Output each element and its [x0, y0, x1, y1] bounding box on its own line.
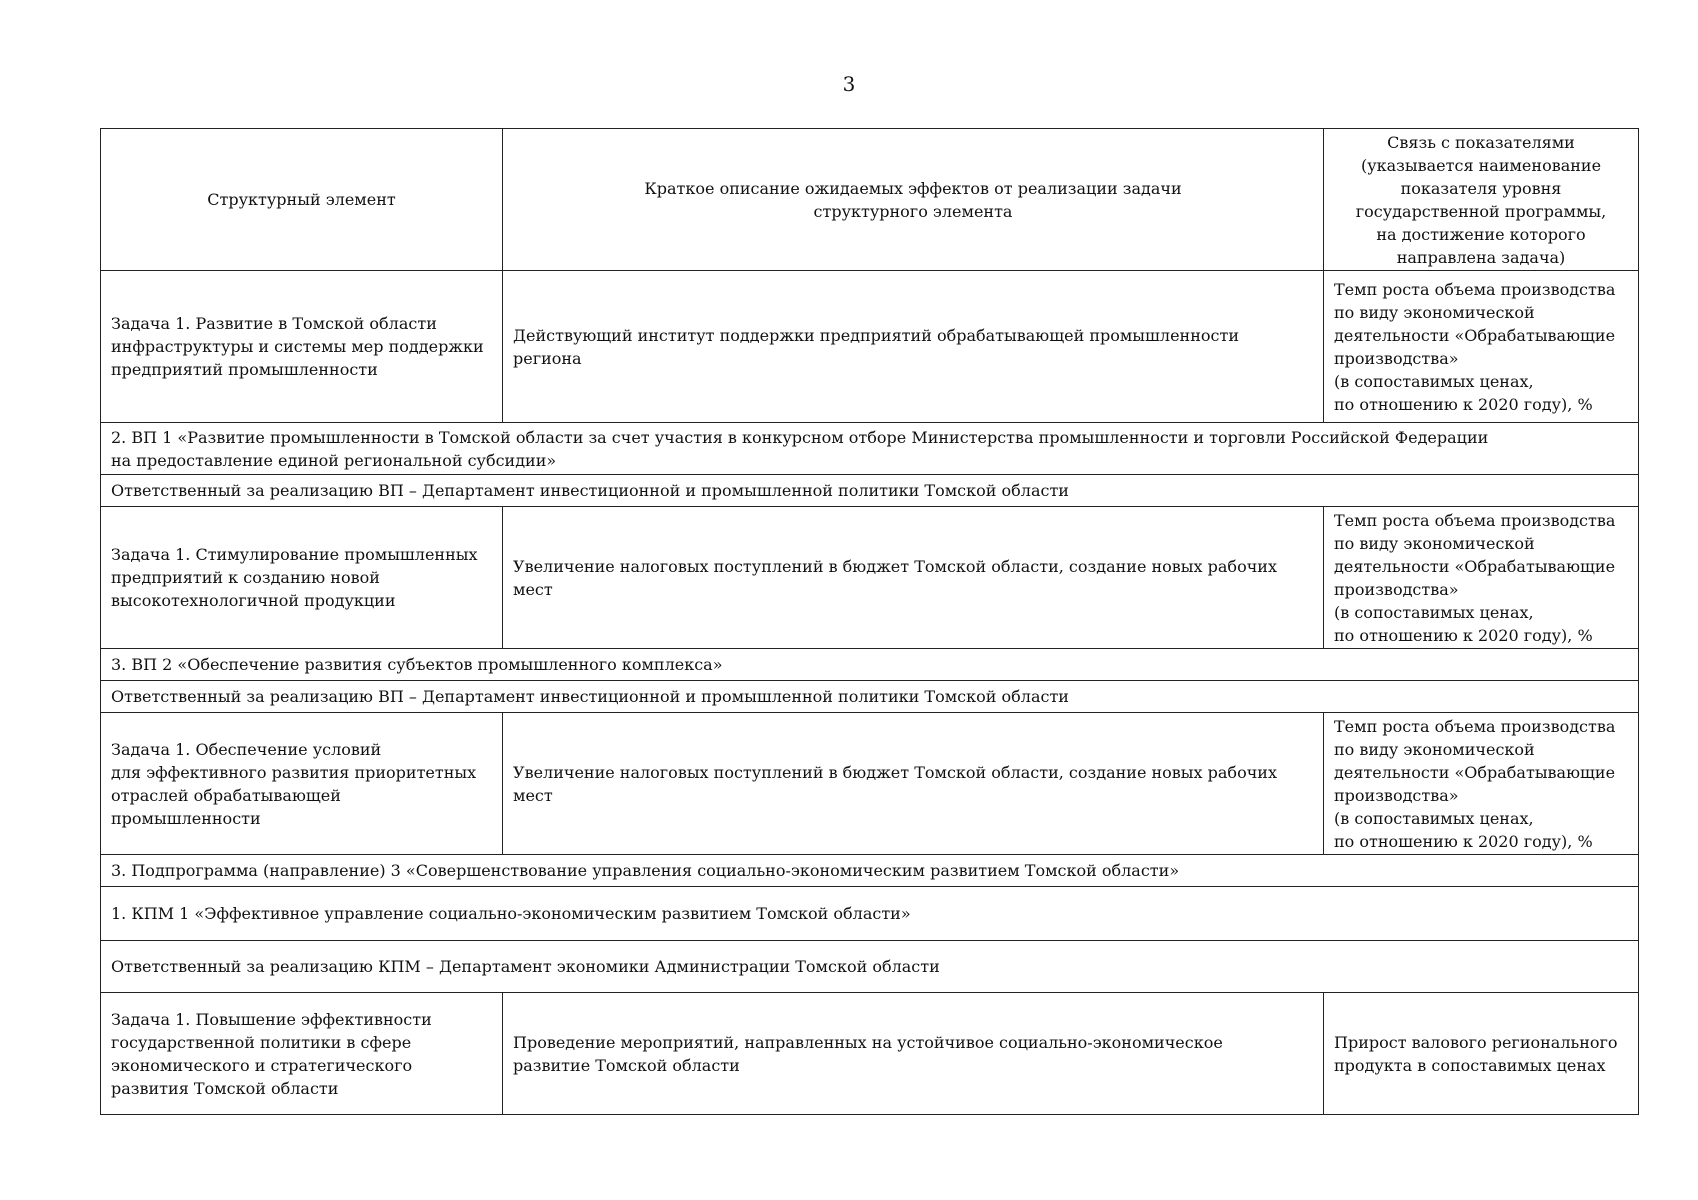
section-row — [101, 855, 1639, 887]
responsible-row — [101, 941, 1639, 993]
effect-cell: Проведение мероприятий, направленных на устойчивое социально-экономическое развитие Томской области — [503, 993, 1324, 1115]
section-row — [101, 423, 1639, 475]
table-row — [101, 271, 1639, 423]
indicator-cell: Темп роста объема производства по виду экономической деятельности «Обрабатывающие производства» (в сопоставимых ценах, по отношению к 2020 году), % — [1324, 507, 1639, 649]
section-title: 2. ВП 1 «Развитие промышленности в Томской области за счет участия в конкурсном отборе Министерства промышленности и торговли Российской Федерации на предоставление единой региональной субсидии» — [101, 423, 1639, 475]
task-cell: Задача 1. Обеспечение условий для эффективного развития приоритетных отраслей обрабатывающей промышленности — [101, 713, 503, 855]
section-title: 3. ВП 2 «Обеспечение развития субъектов промышленного комплекса» — [101, 649, 1639, 681]
structure-table — [100, 128, 1639, 1115]
table-header-row — [101, 129, 1639, 271]
indicator-cell: Темп роста объема производства по виду экономической деятельности «Обрабатывающие производства» (в сопоставимых ценах, по отношению к 2020 году), % — [1324, 713, 1639, 855]
header-indicator-link: Связь с показателями (указывается наименование показателя уровня государственной программы, на достижение которого направлена задача) — [1324, 129, 1639, 271]
indicator-cell: Прирост валового регионального продукта в сопоставимых ценах — [1324, 993, 1639, 1115]
effect-cell: Увеличение налоговых поступлений в бюджет Томской области, создание новых рабочих мест — [503, 713, 1324, 855]
section-title: 3. Подпрограмма (направление) 3 «Совершенствование управления социально-экономическим развитием Томской области» — [101, 855, 1639, 887]
header-structural-element: Структурный элемент — [101, 129, 503, 271]
page-number: 3 — [842, 72, 856, 96]
table-row — [101, 507, 1639, 649]
responsible-text: Ответственный за реализацию ВП – Департамент инвестиционной и промышленной политики Томской области — [101, 475, 1639, 507]
section-row — [101, 887, 1639, 941]
task-cell: Задача 1. Стимулирование промышленных предприятий к созданию новой высокотехнологичной продукции — [101, 507, 503, 649]
responsible-row — [101, 681, 1639, 713]
table-row — [101, 713, 1639, 855]
table-row — [101, 993, 1639, 1115]
section-title: 1. КПМ 1 «Эффективное управление социально-экономическим развитием Томской области» — [101, 887, 1639, 941]
effect-cell: Увеличение налоговых поступлений в бюджет Томской области, создание новых рабочих мест — [503, 507, 1324, 649]
responsible-text: Ответственный за реализацию ВП – Департамент инвестиционной и промышленной политики Томской области — [101, 681, 1639, 713]
task-cell: Задача 1. Повышение эффективности государственной политики в сфере экономического и стратегического развития Томской области — [101, 993, 503, 1115]
responsible-row — [101, 475, 1639, 507]
header-effects-description: Краткое описание ожидаемых эффектов от реализации задачи структурного элемента — [503, 129, 1324, 271]
effect-cell: Действующий институт поддержки предприятий обрабатывающей промышленности региона — [503, 271, 1324, 423]
section-row — [101, 649, 1639, 681]
responsible-text: Ответственный за реализацию КПМ – Департамент экономики Администрации Томской области — [101, 941, 1639, 993]
task-cell: Задача 1. Развитие в Томской области инфраструктуры и системы мер поддержки предприятий промышленности — [101, 271, 503, 423]
indicator-cell: Темп роста объема производства по виду экономической деятельности «Обрабатывающие производства» (в сопоставимых ценах, по отношению к 2020 году), % — [1324, 271, 1639, 423]
